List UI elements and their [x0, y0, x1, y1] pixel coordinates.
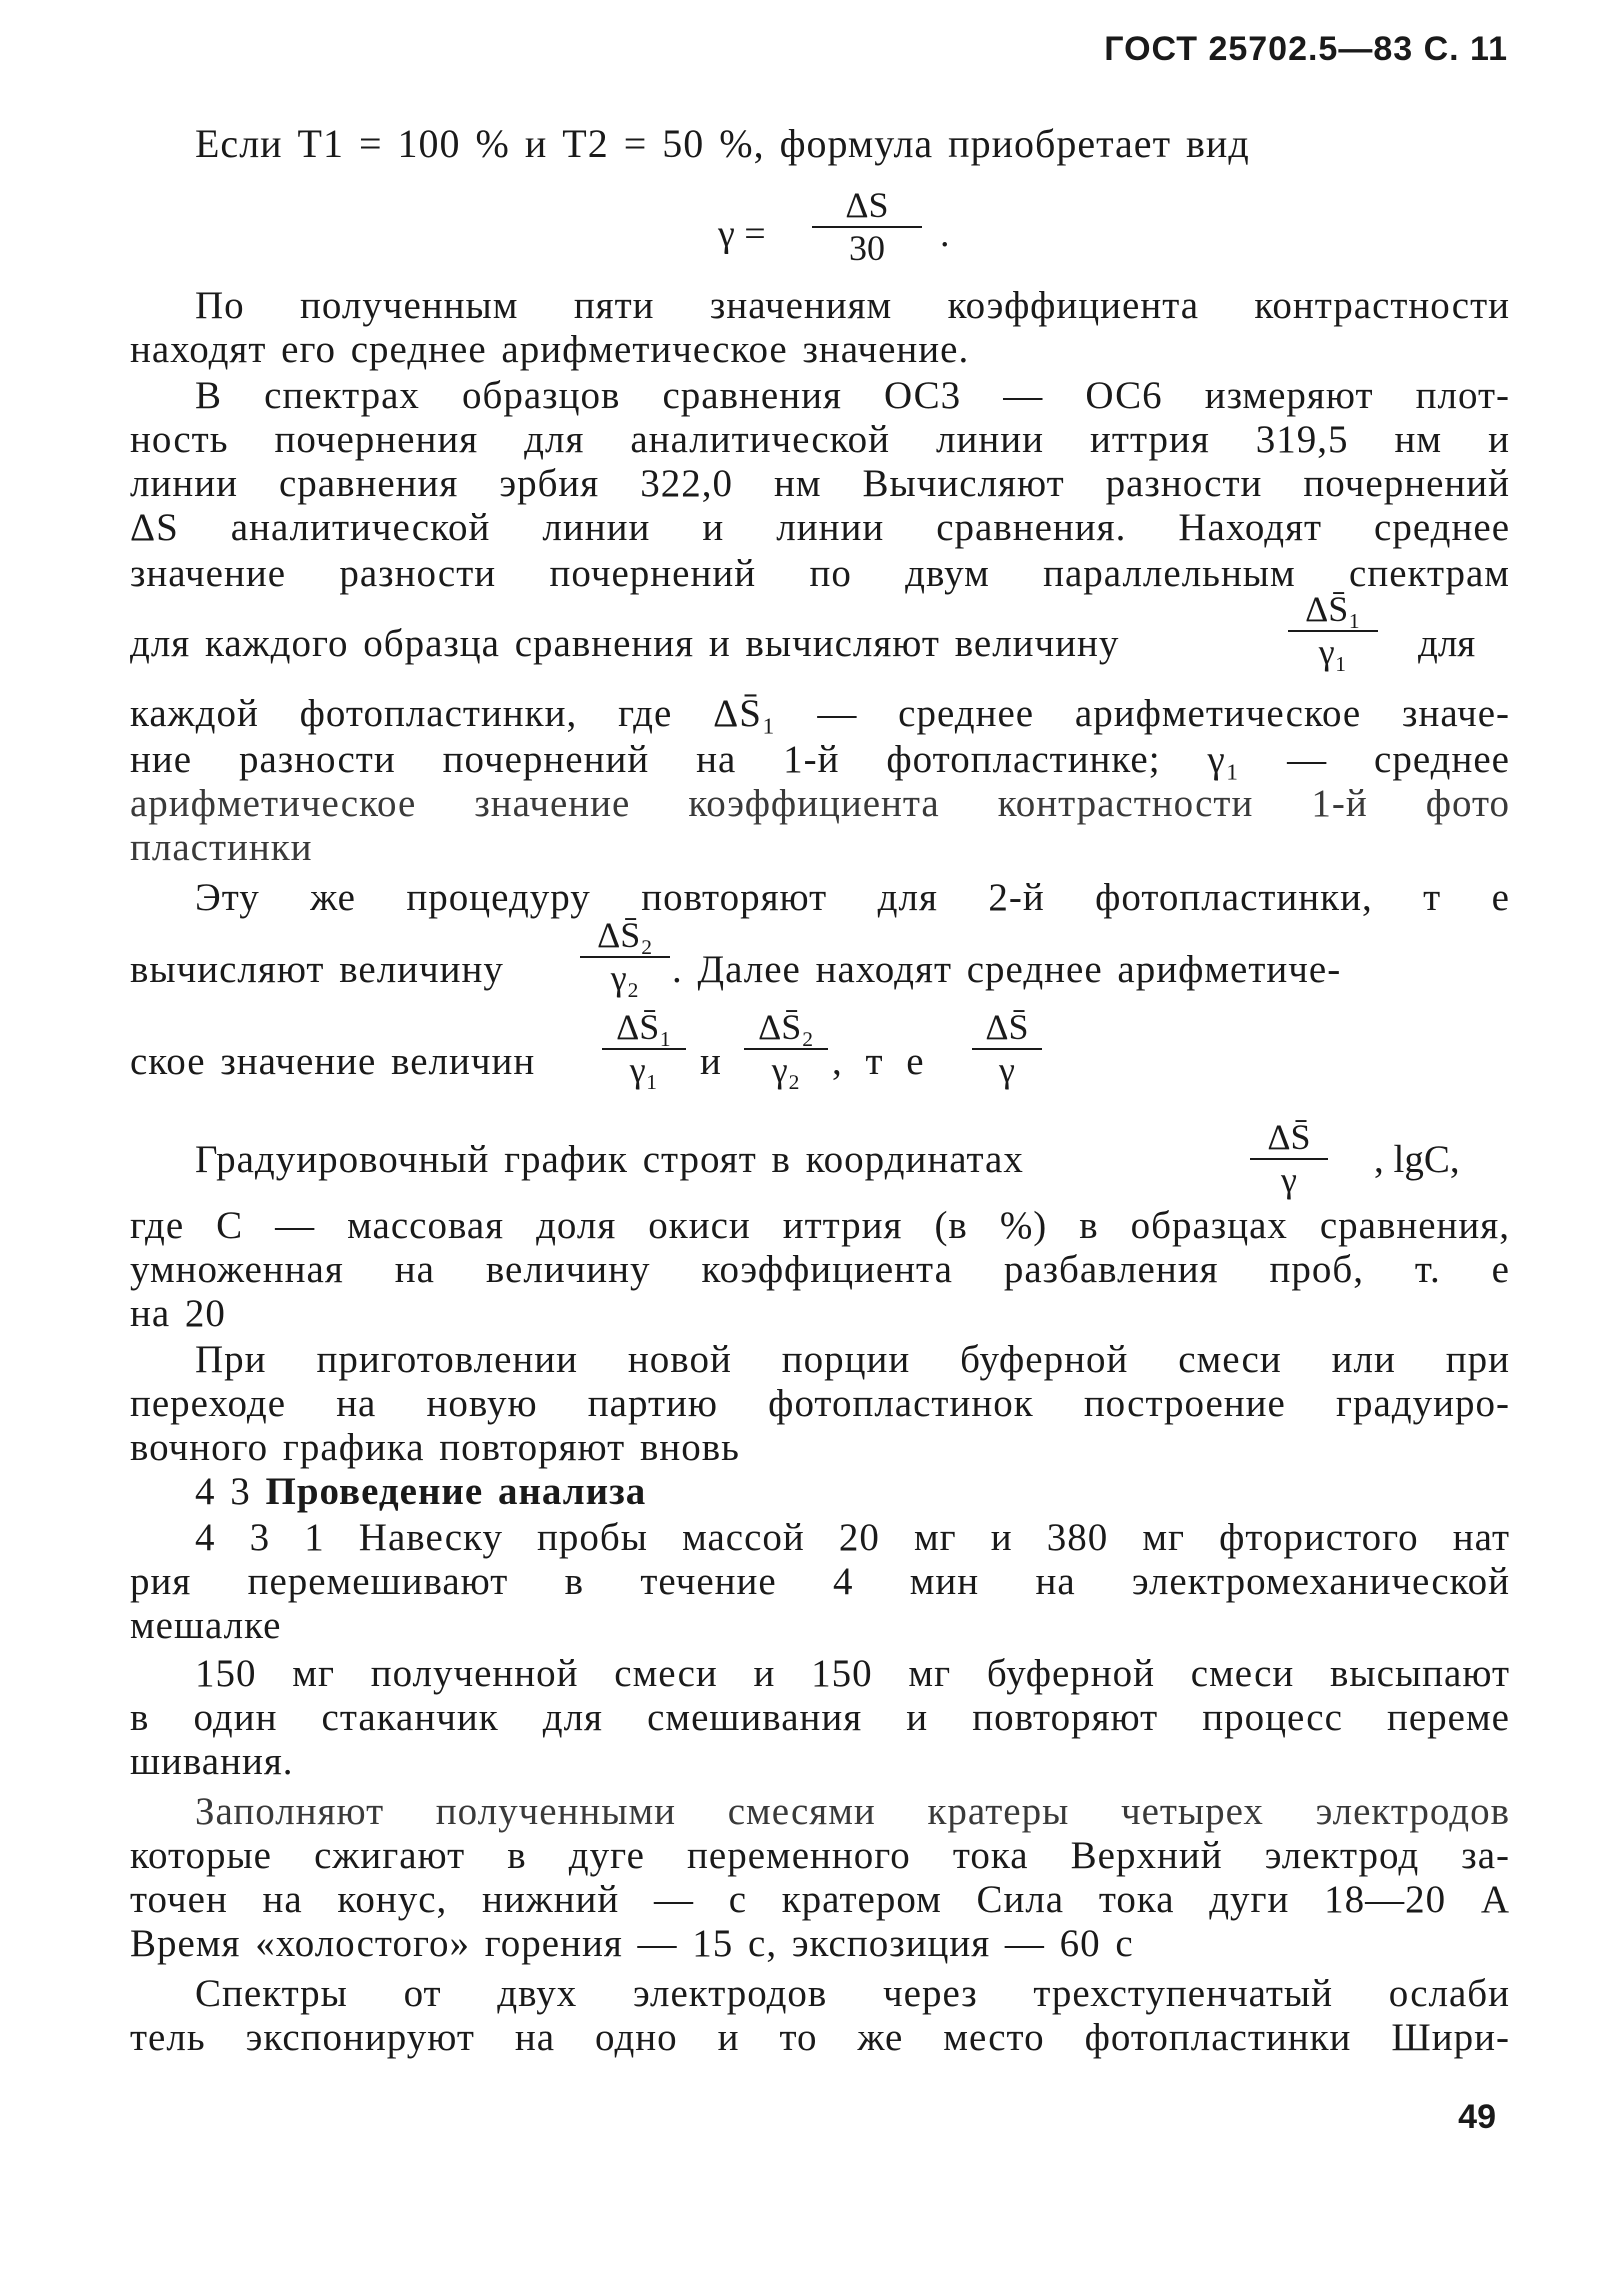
formula-fraction — [812, 186, 922, 268]
text-line: тель экспонируют на одно и то же место фотопластинки Шири- — [130, 2016, 1510, 2059]
text-line: рия перемешивают в течение 4 мин на электромеханической — [130, 1560, 1510, 1603]
fraction-ds1-g1-b — [602, 1008, 686, 1090]
text-line: каждой фотопластинки, где ΔS̄₁ — среднее арифметическое значе- — [130, 692, 1510, 735]
text-fragment: . Далее находят среднее арифметиче- — [672, 948, 1342, 991]
text-line: пластинки — [130, 826, 313, 869]
text-line: 4 3 1 Навеску пробы массой 20 мг и 380 мг фтористого нат — [195, 1516, 1510, 1559]
text-line: шивания. — [130, 1740, 294, 1783]
formula-tail: . — [940, 213, 950, 255]
text-line: По полученным пяти значениям коэффициента контрастности — [195, 284, 1510, 327]
text-line: переходе на новую партию фотопластинок построение градуиро- — [130, 1382, 1510, 1425]
text-line: Спектры от двух электродов через трехступенчатый ослаби — [195, 1972, 1510, 2015]
text-line: линии сравнения эрбия 322,0 нм Вычисляют разности почернений — [130, 462, 1510, 505]
text-line: где C — массовая доля окиси иттрия (в %) в образцах сравнения, — [130, 1204, 1510, 1247]
text-fragment: , т е — [832, 1040, 924, 1083]
fraction-ds2-g2 — [580, 916, 670, 998]
formula-lhs: γ = — [718, 213, 766, 255]
text-line: значение разности почернений по двум параллельным спектрам — [130, 552, 1510, 595]
text-line: ние разности почернений на 1-й фотопластинке; γ₁ — среднее — [130, 738, 1510, 781]
text-line: вычисляют величину — [130, 948, 504, 991]
fraction-numerator: ΔS̄₂ — [597, 915, 653, 955]
text-line: вочного графика повторяют вновь — [130, 1426, 740, 1469]
text-line: Заполняют полученными смесями кратеры четырех электродов — [195, 1790, 1510, 1833]
text-line: точен на конус, нижний — с кратером Сила тока дуги 18—20 А — [130, 1878, 1510, 1921]
fraction-numerator: ΔS̄ — [985, 1007, 1029, 1047]
formula-denominator: 30 — [849, 228, 885, 268]
fraction-numerator: ΔS̄₂ — [758, 1007, 814, 1047]
text-fragment: и — [700, 1040, 721, 1083]
fraction-denominator: γ — [999, 1050, 1015, 1090]
fraction-denominator: γ₂ — [771, 1050, 801, 1090]
text-line: Градуировочный график строят в координатах — [195, 1138, 1024, 1181]
text-line: умноженная на величину коэффициента разбавления проб, т. е — [130, 1248, 1510, 1291]
fraction-numerator: ΔS̄₁ — [616, 1007, 672, 1047]
text-line: Время «холостого» горения — 15 с, экспозиция — 60 с — [130, 1922, 1134, 1965]
section-number: 4 3 — [195, 1470, 251, 1513]
formula-intro: Если T1 = 100 % и T2 = 50 %, формула приобретает вид — [195, 121, 1250, 166]
fraction-numerator: ΔS̄ — [1267, 1117, 1311, 1157]
text-line: ское значение величин — [130, 1040, 536, 1083]
fraction-denominator: γ₁ — [1318, 632, 1348, 672]
text-line: находят его среднее арифметическое значение. — [130, 328, 970, 371]
text-line: мешалке — [130, 1604, 282, 1647]
formula-numerator: ΔS — [845, 185, 889, 225]
fraction-ds1-g1 — [1288, 590, 1378, 672]
document-header: ГОСТ 25702.5—83 С. 11 — [1104, 30, 1508, 68]
section-title: Проведение анализа — [265, 1470, 647, 1513]
fraction-numerator: ΔS̄₁ — [1305, 589, 1361, 629]
text-line: ность почернения для аналитической линии иттрия 319,5 нм и — [130, 418, 1510, 461]
text-line: которые сжигают в дуге переменного тока Верхний электрод за- — [130, 1834, 1510, 1877]
text-fragment: , lgC, — [1374, 1138, 1460, 1181]
fraction-ds2-g2-b — [744, 1008, 828, 1090]
text-fragment: для — [1418, 622, 1476, 665]
fraction-denominator: γ — [1281, 1160, 1297, 1200]
page-number: 49 — [1458, 2098, 1496, 2136]
text-line: 150 мг полученной смеси и 150 мг буферной смеси высыпают — [195, 1652, 1510, 1695]
section-heading — [195, 1470, 646, 1514]
text-line: ΔS аналитической линии и линии сравнения. Находят среднее — [130, 506, 1510, 549]
fraction-denominator: γ₂ — [610, 958, 640, 998]
fraction-ds-g-b — [1250, 1118, 1328, 1200]
text-line: арифметическое значение коэффициента контрастности 1-й фото — [130, 782, 1510, 825]
text-line: в один стаканчик для смешивания и повторяют процесс переме — [130, 1696, 1510, 1739]
text-line: на 20 — [130, 1292, 226, 1335]
text-line: для каждого образца сравнения и вычисляют величину — [130, 622, 1120, 665]
text-line: При приготовлении новой порции буферной смеси или при — [195, 1338, 1510, 1381]
fraction-ds-g — [972, 1008, 1042, 1090]
fraction-denominator: γ₁ — [629, 1050, 659, 1090]
text-line: В спектрах образцов сравнения ОС3 — ОС6 измеряют плот- — [195, 374, 1510, 417]
text-line: Эту же процедуру повторяют для 2-й фотопластинки, т е — [195, 876, 1510, 919]
